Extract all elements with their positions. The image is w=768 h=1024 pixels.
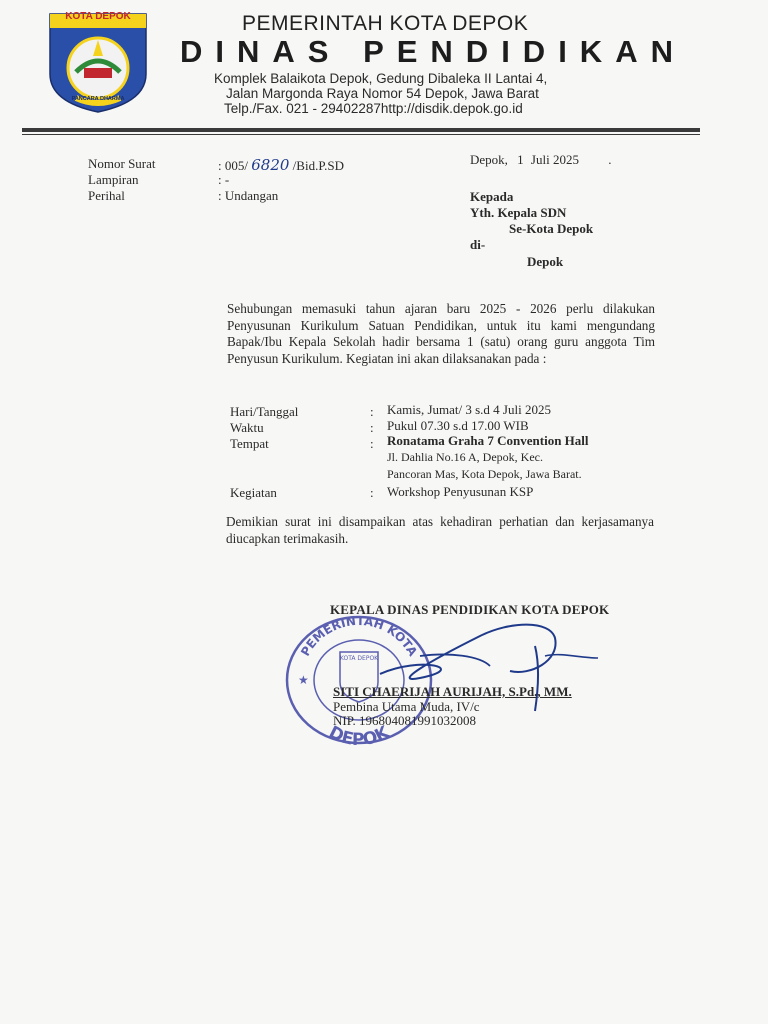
closing-paragraph: Demikian surat ini disampaikan atas kehadiran perhatian dan kerjasamanya diucapkan terimakasih. [226,514,654,546]
stamp-top-text: PEMERINTAH KOTA [298,613,420,659]
date-place: Depok, [470,152,508,167]
date-month-year: Juli 2025 [530,152,579,167]
waktu-colon: : [370,420,374,435]
recipient-city: Depok [527,254,564,269]
nomor-handwritten: 6820 [251,156,290,174]
logo-text: KOTA DEPOK [65,11,131,22]
kepada: Kepada [470,189,514,204]
recipient-di: di- [470,237,486,252]
hari-value: Kamis, Jumat/ 3 s.d 4 Juli 2025 [387,402,551,417]
contact-line: Telp./Fax. 021 - 29402287http://disdik.depok.go.id [224,101,523,116]
letterhead-divider-thick [22,128,700,132]
address-line-1: Komplek Balaikota Depok, Gedung Dibaleka II Lantai 4, [214,71,548,86]
signatory-name: SITI CHAERIJAH AURIJAH, S.Pd., MM. [333,684,572,699]
tempat-address-2: Pancoran Mas, Kota Depok, Jawa Barat. [387,467,582,481]
waktu-label: Waktu [230,420,264,435]
nomor-suffix: /Bid.P.SD [292,158,344,173]
perihal-value: : Undangan [218,188,279,203]
signatory-rank: Pembina Utama Muda, IV/c [333,699,480,714]
nomor-value [218,156,344,174]
hari-label: Hari/Tanggal [230,404,299,419]
stamp-bottom-text: DEPOK [325,722,393,746]
letterhead-divider-thin [22,134,700,135]
government-name: PEMERINTAH KOTA DEPOK [242,12,529,35]
opening-paragraph: Sehubungan memasuki tahun ajaran baru 2025 - 2026 perlu dilakukan Penyusunan Kurikulum Satuan Pendidikan, untuk itu kami mengundang Bapak/Ibu Kepala Sekolah hadir bersama 1 (satu) orang guru anggota Tim Penyusun Kurikulum. Kegiatan ini akan dilaksanakan pada : [227,301,655,366]
stamp-inner-text: KOTA DEPOK [339,655,379,662]
date-dot: . [608,152,612,167]
tempat-address-1: Jl. Dahlia No.16 A, Depok, Kec. [387,450,543,464]
date-handwritten-mark: 1 [517,152,524,167]
kegiatan-label: Kegiatan [230,485,277,500]
waktu-value: Pukul 07.30 s.d 17.00 WIB [387,418,529,433]
tempat-colon: : [370,436,374,451]
signatory-title: KEPALA DINAS PENDIDIKAN KOTA DEPOK [330,602,610,617]
recipient-scope: Se-Kota Depok [509,221,594,236]
signatory-nip: NIP. 196804081991032008 [333,713,477,728]
recipient-title: Yth. Kepala SDN [470,205,567,220]
date-line [470,152,611,168]
perihal-label: Perihal [88,188,125,203]
lampiran-value: : - [218,172,230,187]
agency-name: DINAS PENDIDIKAN [180,34,686,69]
nomor-prefix: : 005/ [218,158,248,173]
kegiatan-colon: : [370,485,374,500]
tempat-value: Ronatama Graha 7 Convention Hall [387,433,589,448]
address-line-2: Jalan Margonda Raya Nomor 54 Depok, Jawa Barat [226,86,539,101]
nomor-label: Nomor Surat [88,156,156,171]
logo-motto: PANCARA DHARMA [71,96,125,102]
svg-text:★: ★ [298,673,309,687]
lampiran-label: Lampiran [88,172,139,187]
hari-colon: : [370,404,374,419]
tempat-label: Tempat [230,436,269,451]
kegiatan-value: Workshop Penyusunan KSP [387,484,534,499]
